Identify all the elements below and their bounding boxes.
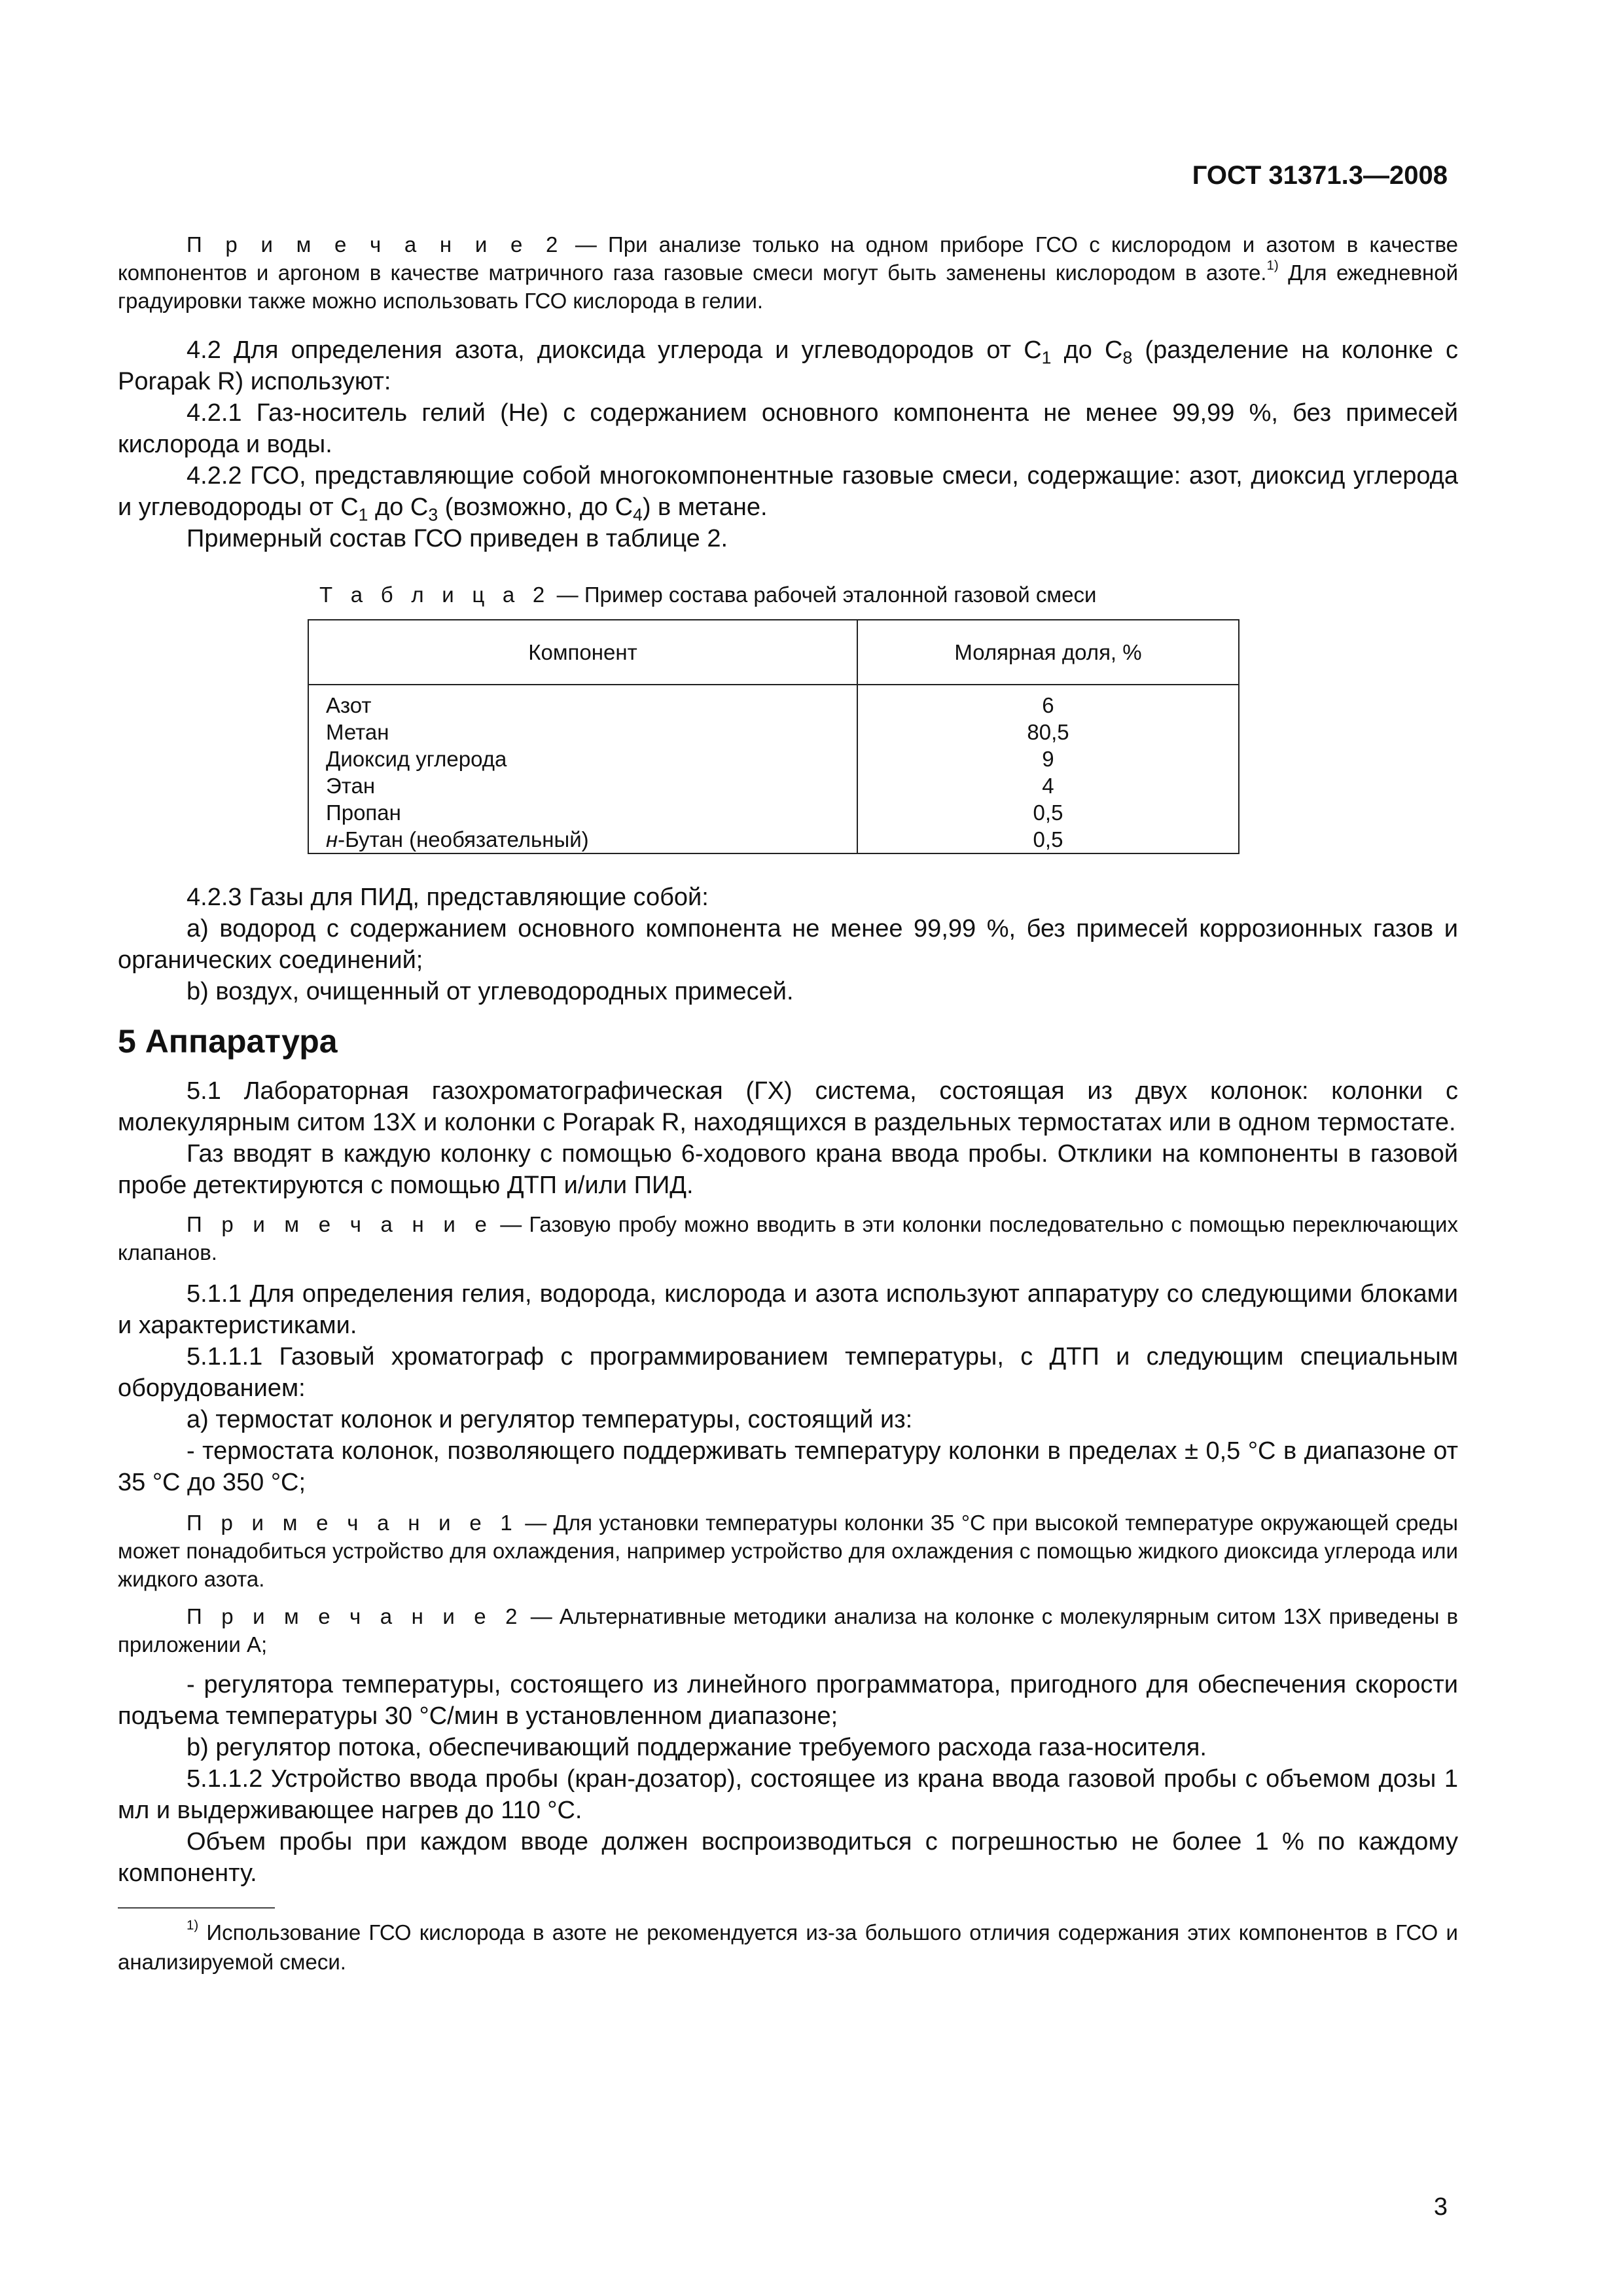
paragraph-dash-thermostat: - термостата колонок, позволяющего поддерживать температуру колонки в пределах ± 0,5 °C в диапазоне от 35 °C до 350 °C; [118, 1437, 1458, 1496]
cell-component: Азот [308, 685, 857, 719]
paragraph-item-b: b) регулятор потока, обеспечивающий поддержание требуемого расхода газа-носителя. [187, 1734, 1207, 1761]
cell-component [308, 826, 857, 853]
paragraph-5-1-gas: Газ вводят в каждую колонку с помощью 6-ходового крана ввода пробы. Отклики на компоненты в газовой пробе детектируются с помощью ДТП и/или ПИД. [118, 1140, 1458, 1199]
paragraph-text: (разделение на колонке с Porapak R) используют: [118, 336, 1458, 395]
paragraph-5-1-1: 5.1.1 Для определения гелия, водорода, кислорода и азота используют аппаратуру со следующими блоками и характеристиками. [118, 1280, 1458, 1339]
note-5-1-label: П р и м е ч а н и е [187, 1212, 493, 1236]
italic-prefix: н [326, 827, 338, 852]
paragraph-4-2-2 [118, 460, 1458, 523]
cell-component-text: -Бутан (необязательный) [338, 827, 589, 852]
table-row [308, 772, 1239, 799]
standard-number: ГОСТ 31371.3—2008 [1192, 161, 1448, 190]
paragraph-4-2-3-b: b) воздух, очищенный от углеводородных примесей. [187, 978, 794, 1005]
cell-component: Этан [308, 772, 857, 799]
table-row [308, 685, 1239, 719]
table-row [308, 745, 1239, 772]
note-1 [118, 1509, 1458, 1593]
note-2 [118, 1602, 1458, 1659]
footnote [118, 1918, 1458, 1977]
paragraph-text: до C [368, 493, 429, 521]
paragraph-sample-volume: Объем пробы при каждом вводе должен воспроизводиться с погрешностью не более 1 % по каждому компоненту. [118, 1828, 1458, 1887]
cell-value: 9 [857, 745, 1239, 772]
table-caption-text: — Пример состава рабочей эталонной газовой смеси [550, 583, 1097, 607]
note-2-text: — Альтернативные методики анализа на колонке с молекулярным ситом 13X приведены в приложении А; [118, 1604, 1458, 1657]
note-1-text: — Для установки температуры колонки 35 °C при высокой температуре окружающей среды может понадобиться устройство для охлаждения, например устройство для охлаждения с помощью жидкого диоксида углерода или жидкого азота. [118, 1511, 1459, 1591]
paragraph-5-1: 5.1 Лабораторная газохроматографическая (ГХ) система, состоящая из двух колонок: колонки с молекулярным ситом 13X и колонки с Porapak R, находящихся в раздельных термостатах или в одном термостате. [118, 1077, 1458, 1136]
note-5-1 [118, 1210, 1458, 1266]
paragraph-text: (возможно, до C [438, 493, 633, 521]
cell-value: 0,5 [857, 799, 1239, 826]
paragraph-5-1-1-2: 5.1.1.2 Устройство ввода пробы (кран-дозатор), состоящее из крана ввода газовой пробы с объемом дозы 1 мл и выдерживающее нагрев до 110 °C. [118, 1765, 1458, 1824]
subscript: 8 [1122, 348, 1133, 368]
table-header-row [308, 620, 1239, 685]
section-title: 5 Аппаратура [118, 1023, 338, 1060]
paragraph-4-2-3: 4.2.3 Газы для ПИД, представляющие собой: [187, 884, 709, 911]
paragraph-4-2-1: 4.2.1 Газ-носитель гелий (He) с содержанием основного компонента не менее 99,99 %, без примесей кислорода и воды. [118, 399, 1458, 458]
cell-value: 80,5 [857, 719, 1239, 745]
paragraph-table-ref: Примерный состав ГСО приведен в таблице 2. [187, 525, 728, 552]
cell-value: 6 [857, 685, 1239, 719]
footnote-reference: 1) [1266, 257, 1279, 273]
note-1-label: П р и м е ч а н и е 1 [187, 1511, 519, 1535]
paragraph-item-a: a) термостат колонок и регулятор температуры, состоящий из: [187, 1406, 913, 1433]
paragraph-text: 4.2.2 ГСО, представляющие собой многокомпонентные газовые смеси, содержащие: азот, диоксид углерода и углеводороды от C [118, 462, 1458, 521]
paragraph-text: до C [1051, 336, 1123, 364]
table-caption-label: Т а б л и ц а 2 [319, 583, 551, 607]
note-top-label: П р и м е ч а н и е 2 [187, 232, 564, 257]
note-top-text: — При анализе только на одном приборе ГСО с кислородом и азотом в качестве компонентов и аргоном в качестве матричного газа газовые смеси могут быть заменены кислородом в азоте. [118, 232, 1458, 285]
cell-component: Диоксид углерода [308, 745, 857, 772]
note-5-1-text: — Газовую пробу можно вводить в эти колонки последовательно с помощью переключающих клапанов. [118, 1212, 1458, 1265]
page-content [118, 0, 1458, 1977]
table-caption [319, 581, 1458, 609]
footnote-text: Использование ГСО кислорода в азоте не рекомендуется из-за большого отличия содержания этих компонентов в ГСО и анализируемой смеси. [118, 1920, 1458, 1974]
subscript: 4 [633, 505, 643, 525]
composition-table [308, 619, 1240, 854]
cell-component: Метан [308, 719, 857, 745]
paragraph-dash-regulator: - регулятора температуры, состоящего из линейного программатора, пригодного для обеспечения скорости подъема температуры 30 °C/мин в установленном диапазоне; [118, 1671, 1458, 1730]
subscript: 1 [1041, 348, 1052, 368]
column-header-molar-fraction: Молярная доля, % [857, 620, 1239, 685]
subscript: 1 [358, 505, 368, 525]
paragraph-4-2 [118, 334, 1458, 397]
column-header-component: Компонент [308, 620, 857, 685]
table-row [308, 719, 1239, 745]
footnote-separator [118, 1907, 275, 1909]
cell-value: 4 [857, 772, 1239, 799]
subscript: 3 [428, 505, 438, 525]
note-top-text-continued: Для ежедневной градуировки также можно использовать ГСО кислорода в гелии. [118, 260, 1458, 313]
cell-value: 0,5 [857, 826, 1239, 853]
page-number: 3 [1433, 2193, 1448, 2221]
note-top [118, 230, 1458, 315]
paragraph-text: 4.2 Для определения азота, диоксида углерода и углеводородов от C [187, 336, 1042, 364]
cell-component: Пропан [308, 799, 857, 826]
paragraph-text: ) в метане. [642, 493, 768, 521]
table-row [308, 799, 1239, 826]
footnote-marker: 1) [187, 1917, 199, 1933]
paragraph-4-2-3-a: a) водород с содержанием основного компонента не менее 99,99 %, без примесей коррозионных газов и органических соединений; [118, 915, 1458, 974]
table-row [308, 826, 1239, 853]
note-2-label: П р и м е ч а н и е 2 [187, 1604, 524, 1628]
paragraph-5-1-1-1: 5.1.1.1 Газовый хроматограф с программированием температуры, с ДТП и следующим специальным оборудованием: [118, 1343, 1458, 1402]
